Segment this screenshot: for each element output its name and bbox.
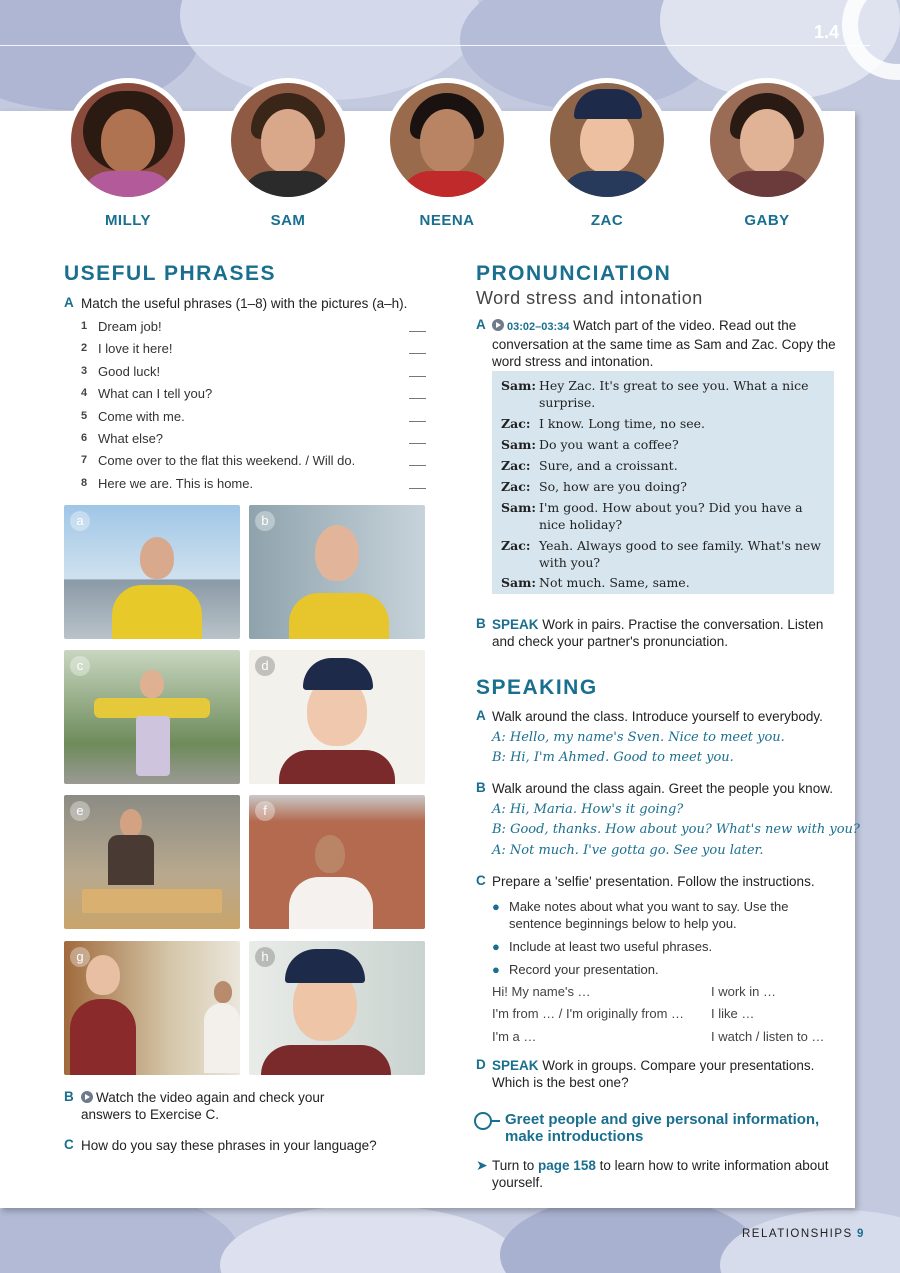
page-number: 9 [857, 1228, 864, 1240]
avatar-milly [66, 78, 190, 202]
avatar-sam [226, 78, 350, 202]
goal-icon [474, 1112, 492, 1130]
exercise-instruction: Match the useful phrases (1–8) with the pictures (a–h). [81, 296, 408, 311]
dialogue-text: Do you want a coffee? [539, 437, 679, 452]
lesson-goal: Greet people and give personal information, make introductions [505, 1111, 820, 1145]
video-still-c [64, 650, 240, 784]
character-name: SAM [270, 212, 306, 229]
exercise-instruction [492, 317, 842, 370]
reference-prefix: Turn to [492, 1158, 535, 1173]
speaking-heading: SPEAKING [476, 676, 598, 699]
phrase-number: 2 [81, 342, 88, 355]
exercise-letter: B [476, 780, 486, 795]
instruction-line: conversation at the same time as Sam and Zac. Copy the [492, 337, 836, 352]
speaker: Sam: [501, 500, 536, 515]
example-dialogue-line: B: Good, thanks. How about you? What's new with you? [492, 822, 860, 837]
sentence-beginning: I watch / listen to … [711, 1029, 825, 1044]
instruction-line: Which is the best one? [492, 1075, 629, 1090]
portrait [71, 83, 185, 197]
exercise-letter: A [476, 708, 486, 723]
avatar-neena [385, 78, 509, 202]
speak-label: SPEAK [492, 1058, 539, 1073]
speaker: Zac: [501, 458, 531, 473]
pronunciation-heading: PRONUNCIATION [476, 262, 672, 285]
portrait [710, 83, 824, 197]
phrase-list [81, 316, 426, 495]
picture-letter: f [255, 801, 275, 821]
dialogue-text: I know. Long time, no see. [539, 416, 706, 431]
unit-number: 1.4 [814, 22, 840, 42]
writing-reference [492, 1157, 842, 1191]
avatar-gaby [705, 78, 829, 202]
phrase-number: 5 [81, 409, 88, 422]
example-dialogue-line: A: Not much. I've gotta go. See you later. [492, 843, 764, 858]
list-item [81, 428, 426, 450]
phrase-text: What else? [98, 430, 164, 446]
speaker: Zac: [501, 538, 531, 553]
video-still-e [64, 795, 240, 929]
sentence-beginning: Hi! My name's … [492, 984, 591, 999]
example-dialogue-line: B: Hi, I'm Ahmed. Good to meet you. [492, 750, 734, 765]
sentence-beginning: I work in … [711, 984, 777, 999]
character-name: NEENA [419, 212, 475, 229]
list-item [81, 383, 426, 405]
speaker: Zac: [501, 479, 531, 494]
answer-blank[interactable] [409, 331, 426, 332]
list-item [81, 450, 426, 472]
picture-letter: d [255, 656, 275, 676]
video-still-b [249, 505, 425, 639]
bg-shape [220, 1205, 520, 1273]
exercise-instruction: Walk around the class again. Greet the people you know. [492, 781, 833, 796]
phrase-number: 8 [81, 476, 88, 489]
phrase-text: I love it here! [98, 341, 173, 357]
cap-icon [574, 89, 642, 119]
header-rule [0, 45, 870, 46]
picture-letter: a [70, 511, 90, 531]
answer-blank[interactable] [409, 376, 426, 377]
exercise-letter: B [476, 616, 486, 631]
example-dialogue-line: A: Hi, Maria. How's it going? [492, 802, 684, 817]
bullet-icon: ● [492, 939, 500, 954]
play-video-icon[interactable] [81, 1091, 93, 1103]
instruction-line: Work in pairs. Practise the conversation. Listen [542, 617, 824, 632]
pronunciation-subheading: Word stress and intonation [476, 288, 703, 308]
play-video-icon[interactable] [492, 319, 504, 331]
phrase-text: Come over to the flat this weekend. / Will do. [98, 453, 356, 469]
speaker: Sam: [501, 378, 536, 393]
list-item [81, 338, 426, 360]
phrase-text: Good luck! [98, 363, 161, 379]
character-name: ZAC [590, 212, 624, 229]
exercise-letter: A [64, 295, 74, 310]
instruction-line: Work in groups. Compare your presentations. [542, 1058, 815, 1073]
portrait [231, 83, 345, 197]
bullet-text: sentence beginnings below to help you. [509, 916, 737, 931]
answer-blank[interactable] [409, 398, 426, 399]
bullet-icon: ● [492, 899, 500, 914]
phrase-number: 3 [81, 364, 88, 377]
dialogue-text: So, how are you doing? [539, 479, 687, 494]
exercise-letter: C [476, 873, 486, 888]
exercise-letter: D [476, 1057, 486, 1072]
list-item [81, 316, 426, 338]
phrase-number: 6 [81, 431, 88, 444]
exercise-instruction: Walk around the class. Introduce yourself to everybody. [492, 709, 823, 724]
character-name: MILLY [104, 212, 152, 229]
instruction-line: Watch the video again and check your [96, 1090, 325, 1105]
video-timecode: 03:02–03:34 [507, 321, 570, 333]
exercise-letter: C [64, 1137, 74, 1152]
video-still-f [249, 795, 425, 929]
portrait [550, 83, 664, 197]
instruction-line: and check your partner's pronunciation. [492, 634, 728, 649]
answer-blank[interactable] [409, 443, 426, 444]
speak-label: SPEAK [492, 617, 539, 632]
dialogue-text: Yeah. Always good to see family. What's new with you? [539, 538, 821, 570]
instruction-line: answers to Exercise C. [81, 1107, 220, 1122]
sentence-beginning: I like … [711, 1006, 755, 1021]
bullet-text: Make notes about what you want to say. Use the [509, 899, 789, 914]
phrase-number: 7 [81, 454, 88, 467]
video-still-g [64, 941, 240, 1075]
bullet-text: Include at least two useful phrases. [509, 939, 713, 954]
exercise-instruction: Prepare a 'selfie' presentation. Follow the instructions. [492, 874, 815, 889]
dialogue-text: Sure, and a croissant. [539, 458, 678, 473]
phrase-text: Dream job! [98, 319, 162, 334]
dialogue-text: Not much. Same, same. [539, 575, 690, 590]
picture-letter: h [255, 947, 275, 967]
video-still-h [249, 941, 425, 1075]
phrase-number: 4 [81, 387, 88, 400]
bullet-text: Record your presentation. [509, 962, 659, 977]
arrow-right-icon: ➤ [476, 1157, 488, 1173]
instruction-line: Watch part of the video. Read out the [573, 318, 797, 333]
goal-connector [491, 1120, 500, 1122]
sentence-beginning: I'm a … [492, 1029, 537, 1044]
speaker: Sam: [501, 575, 536, 590]
reference-text: yourself. [492, 1175, 544, 1190]
page-link[interactable]: page 158 [538, 1158, 596, 1173]
dialogue-text: Hey Zac. It's great to see you. What a nice surprise. [539, 378, 809, 410]
video-still-d [249, 650, 425, 784]
exercise-instruction: How do you say these phrases in your language? [81, 1138, 377, 1153]
picture-letter: b [255, 511, 275, 531]
picture-letter: g [70, 947, 90, 967]
dialogue-text: I'm good. How about you? Did you have a nice holiday? [539, 500, 803, 532]
answer-blank[interactable] [409, 421, 426, 422]
exercise-instruction [81, 1089, 381, 1123]
phrase-text: Come with me. [98, 408, 185, 424]
answer-blank[interactable] [409, 465, 426, 466]
list-item [81, 473, 426, 495]
speaker: Zac: [501, 416, 531, 431]
picture-letter: c [70, 656, 90, 676]
portrait [390, 83, 504, 197]
picture-letter: e [70, 801, 90, 821]
character-name: GABY [744, 212, 790, 229]
exercise-letter: B [64, 1089, 74, 1104]
avatar-zac [545, 78, 669, 202]
speaker: Sam: [501, 437, 536, 452]
example-dialogue-line: A: Hello, my name's Sven. Nice to meet you. [492, 730, 785, 745]
phrase-text: What can I tell you? [98, 386, 213, 402]
exercise-letter: A [476, 317, 486, 332]
answer-blank[interactable] [409, 488, 426, 489]
section-label: RELATIONSHIPS [742, 1228, 853, 1240]
useful-phrases-heading: USEFUL PHRASES [64, 262, 276, 285]
video-still-a [64, 505, 240, 639]
answer-blank[interactable] [409, 353, 426, 354]
bg-shape [720, 1210, 900, 1273]
instruction-line: word stress and intonation. [492, 354, 654, 369]
list-item [81, 406, 426, 428]
phrase-text: Here we are. This is home. [98, 475, 254, 491]
reference-text: to learn how to write information about [599, 1158, 829, 1173]
exercise-instruction [492, 616, 842, 650]
bullet-icon: ● [492, 962, 500, 977]
phrase-number: 1 [81, 320, 88, 332]
sentence-beginning: I'm from … / I'm originally from … [492, 1006, 685, 1021]
exercise-instruction [492, 1057, 842, 1091]
list-item [81, 361, 426, 383]
dialogue-box [492, 371, 834, 594]
